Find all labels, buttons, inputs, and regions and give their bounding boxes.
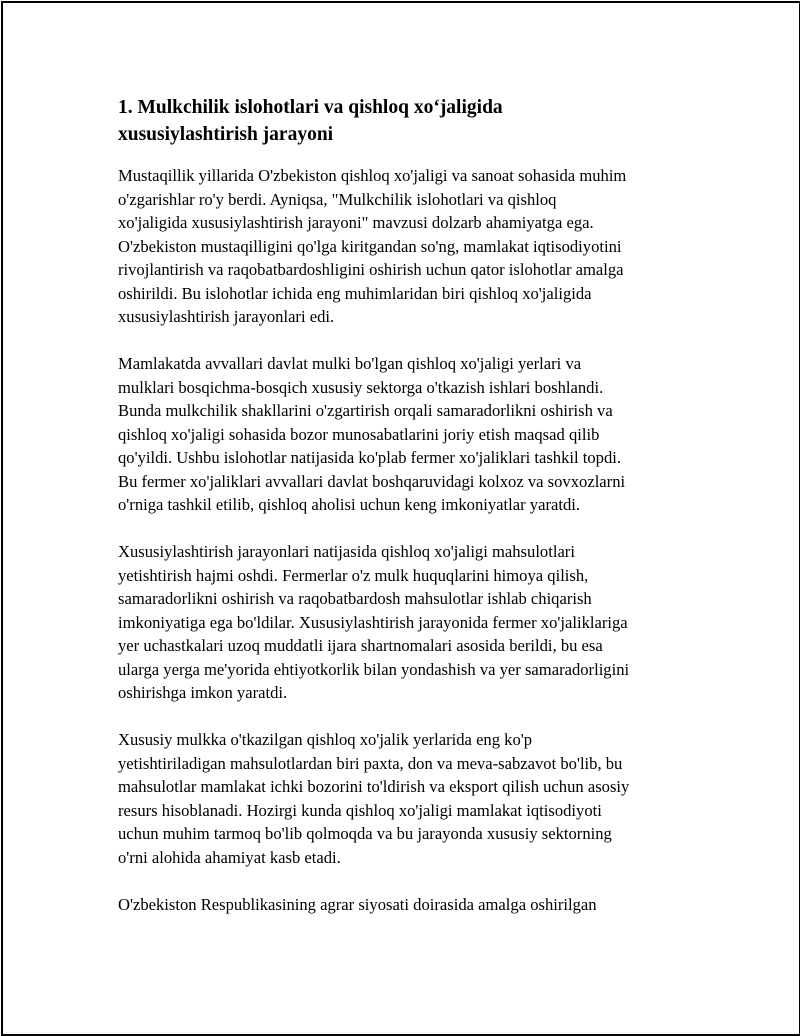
paragraph-5: [118, 893, 688, 917]
text-line: Mamlakatda avvallari davlat mulki bo'lgan qishloq xo'jaligi yerlari va: [118, 354, 582, 373]
text-line: o'rniga tashkil etilib, qishloq aholisi uchun keng imkoniyatlar yaratdi.: [118, 495, 580, 514]
text-line: xususiylashtirish jarayonlari edi.: [118, 307, 335, 326]
text-line: oshirildi. Bu islohotlar ichida eng muhimlaridan biri qishloq xo'jaligida: [118, 283, 592, 303]
text-line: mahsulotlar mamlakat ichki bozorini to'ldirish va eksport qilish uchun asosiy: [118, 777, 630, 796]
document-body: [118, 94, 688, 940]
text-line: resurs hisoblanadi. Hozirgi kunda qishloq xo'jaligi mamlakat iqtisodiyoti: [118, 800, 602, 820]
text-line: Xususiy mulkka o'tkazilgan qishloq xo'jalik yerlarida eng ko'p: [118, 730, 533, 749]
paragraph-2: [118, 352, 688, 517]
text-line: o'rni alohida ahamiyat kasb etadi.: [118, 847, 341, 867]
title-line: xususiylashtirish jarayoni: [118, 124, 334, 145]
paragraph-4: [118, 728, 688, 869]
text-line: yetishtiriladigan mahsulotlardan biri paxta, don va meva-sabzavot bo'lib, bu: [118, 753, 623, 773]
text-line: yer uchastkalari uzoq muddatli ijara shartnomalari asosida berildi, bu esa: [118, 636, 603, 655]
text-line: samaradorlikni oshirish va raqobatbardosh mahsulotlar ishlab chiqarish: [118, 589, 592, 608]
text-line: uchun muhim tarmoq bo'lib qolmoqda va bu jarayonda xususiy sektorning: [118, 824, 612, 843]
text-line: rivojlantirish va raqobatbardoshligini oshirish uchun qator islohotlar amalga: [118, 260, 624, 279]
text-line: O'zbekiston mustaqilligini qo'lga kiritgandan so'ng, mamlakat iqtisodiyotini: [118, 236, 622, 256]
document-title: [118, 94, 688, 148]
text-line: qishloq xo'jaligi sohasida bozor munosabatlarini joriy etish maqsad qilib: [118, 424, 600, 444]
text-line: xo'jaligida xususiylashtirish jarayoni" mavzusi dolzarb ahamiyatga ega.: [118, 213, 594, 232]
text-line: yetishtirish hajmi oshdi. Fermerlar o'z mulk huquqlarini himoya qilish,: [118, 565, 589, 585]
text-line: ularga yerga me'yorida ehtiyotkorlik bilan yondashish va yer samaradorligini: [118, 659, 630, 679]
paragraph-1: [118, 164, 688, 329]
text-line: imkoniyatiga ega bo'ldilar. Xususiylashtirish jarayonida fermer xo'jaliklariga: [118, 612, 628, 632]
title-line: 1. Mulkchilik islohotlari va qishloq xo‘jaligida: [118, 97, 503, 118]
text-line: qo'yildi. Ushbu islohotlar natijasida ko'plab fermer xo'jaliklari tashkil topdi.: [118, 448, 622, 467]
text-line: O'zbekiston Respublikasining agrar siyosati doirasida amalga oshirilgan: [118, 894, 597, 914]
text-line: mulklari bosqichma-bosqich xususiy sektorga o'tkazish ishlari boshlandi.: [118, 377, 604, 397]
text-line: Bu fermer xo'jaliklari avvallari davlat boshqaruvidagi kolxoz va sovxozlarni: [118, 471, 626, 491]
text-line: Xususiylashtirish jarayonlari natijasida qishloq xo'jaligi mahsulotlari: [118, 542, 575, 561]
text-line: oshirishga imkon yaratdi.: [118, 683, 288, 702]
paragraph-3: [118, 540, 688, 705]
text-line: o'zgarishlar ro'y berdi. Ayniqsa, "Mulkchilik islohotlari va qishloq: [118, 189, 557, 209]
text-line: Bunda mulkchilik shakllarini o'zgartirish orqali samaradorlikni oshirish va: [118, 401, 613, 420]
text-line: Mustaqillik yillarida O'zbekiston qishloq xo'jaligi va sanoat sohasida muhim: [118, 166, 627, 185]
